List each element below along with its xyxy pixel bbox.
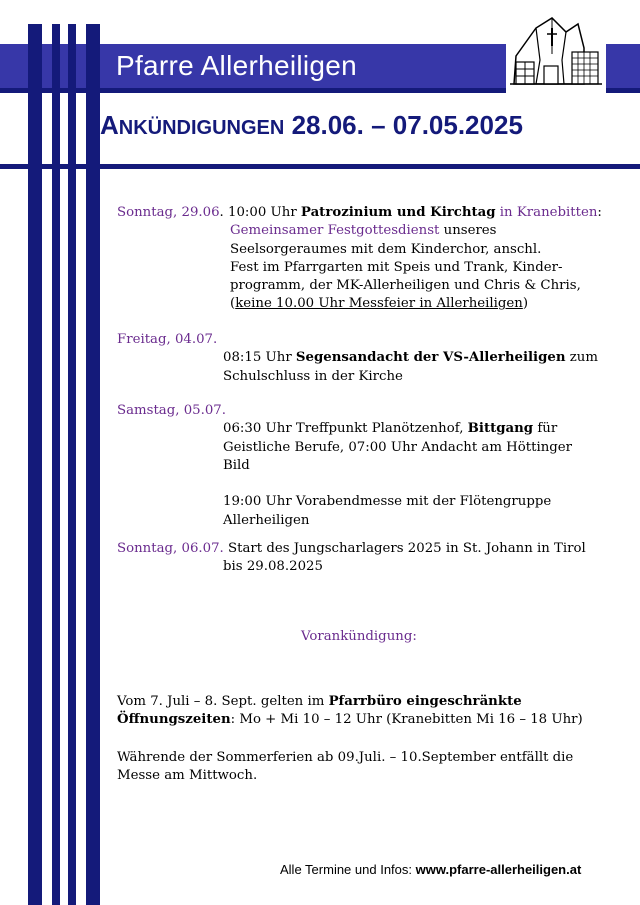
decor-bar-3 (68, 24, 76, 905)
page-title: Pfarre Allerheiligen (116, 50, 358, 81)
announcements-heading: ANKÜNDIGUNGEN 28.06. – 07.05.2025 (100, 110, 523, 140)
event-day: Sonntag, 06.07. (117, 541, 224, 556)
event-sunday-0607: Sonntag, 06.07. Start des Jungscharlagers 2025 in St. Johann in Tirol bis 29.08.2025 (117, 541, 586, 575)
event-friday-0407: Freitag, 04.07. 08:15 Uhr Segensandacht der VS-Allerheiligen zum Schulschluss in der Kirche (117, 332, 598, 384)
event-saturday-0507: Samstag, 05.07. 06:30 Uhr Treffpunkt Planötzenhof, Bittgang für Geistliche Berufe, 07:00 Uhr Andacht am Höttinger Bild 19:00 Uhr Vorabendmesse mit der Flötengruppe Allerheiligen (117, 403, 573, 528)
preview-summer-mass: Währende der Sommerferien ab 09.Juli. – 10.September entfällt die Messe am Mittwoch. (117, 750, 574, 784)
header-line-bottom (0, 164, 640, 169)
decor-bar-1 (28, 24, 42, 905)
event-day: Sonntag, 29.06 (117, 205, 220, 220)
event-day: Samstag, 05.07. (117, 403, 226, 418)
event-day: Freitag, 04.07. (117, 332, 218, 347)
event-sunday-2906: Sonntag, 29.06. 10:00 Uhr Patrozinium und Kirchtag in Kranebitten: Gemeinsamer Festgottesdienst unseres Seelsorgeraumes mit dem Kinderchor, anschl. Fest im Pfarrgarten mit Speis und Trank, Kinder- programm, der MK-Allerheiligen und Chris & Chris, (keine 10.00 Uhr Messfeier in Allerheiligen) (117, 205, 602, 312)
preview-office-hours: Vom 7. Juli – 8. Sept. gelten im Pfarrbüro eingeschränkte Öffnungszeiten: Mo + Mi 10 – 12 Uhr (Kranebitten Mi 16 – 18 Uhr) (117, 694, 583, 728)
website-link[interactable]: www.pfarre-allerheiligen.at (415, 862, 582, 877)
preview-heading: Vorankündigung: (301, 629, 417, 644)
decor-bar-2 (52, 24, 60, 905)
footer-info: Alle Termine und Infos: www.pfarre-allerheiligen.at (280, 862, 582, 877)
decor-bar-4 (86, 24, 100, 905)
church-building-icon (506, 14, 606, 98)
